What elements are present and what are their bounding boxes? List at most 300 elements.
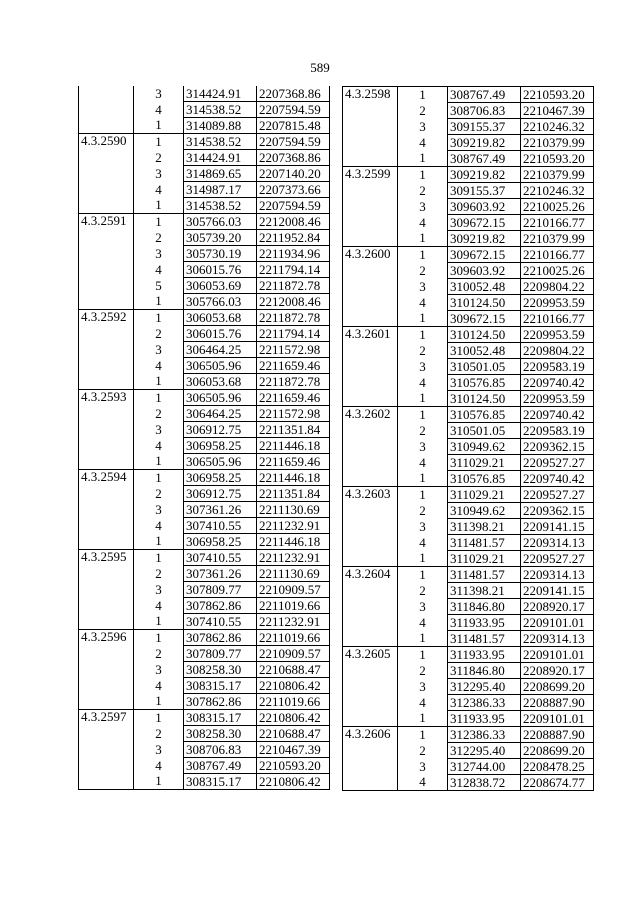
table-row	[343, 711, 594, 727]
point-number-cell: 1	[398, 327, 448, 343]
point-number-cell: 1	[398, 551, 448, 567]
y-coordinate-cell: 2209527.27	[521, 487, 594, 503]
y-coordinate-cell: 2211659.46	[257, 358, 330, 374]
x-coordinate-cell: 307410.55	[184, 550, 257, 566]
section-number-cell	[79, 150, 134, 166]
point-number-cell: 4	[134, 262, 184, 278]
x-coordinate-cell: 310052.48	[448, 279, 521, 295]
point-number-cell: 1	[398, 167, 448, 183]
table-row	[79, 134, 330, 150]
x-coordinate-cell: 307410.55	[184, 518, 257, 534]
table-row	[343, 343, 594, 359]
x-coordinate-cell: 311933.95	[448, 647, 521, 663]
y-coordinate-cell: 2211872.78	[257, 374, 330, 390]
section-number-cell	[79, 406, 134, 422]
section-number-cell: 4.3.2594	[79, 470, 134, 486]
section-number-cell	[79, 662, 134, 678]
section-number-cell	[79, 438, 134, 454]
table-row	[79, 118, 330, 134]
y-coordinate-cell: 2209101.01	[521, 615, 594, 631]
y-coordinate-cell: 2211446.18	[257, 470, 330, 486]
point-number-cell: 1	[398, 631, 448, 647]
point-number-cell: 4	[134, 102, 184, 118]
x-coordinate-cell: 306464.25	[184, 342, 257, 358]
section-number-cell	[343, 119, 398, 135]
x-coordinate-cell: 306053.69	[184, 278, 257, 294]
table-row	[79, 774, 330, 790]
x-coordinate-cell: 311029.21	[448, 487, 521, 503]
table-row	[343, 135, 594, 151]
x-coordinate-cell: 308315.17	[184, 678, 257, 694]
point-number-cell: 1	[134, 118, 184, 134]
point-number-cell: 2	[398, 103, 448, 119]
x-coordinate-cell: 314424.91	[184, 86, 257, 102]
section-number-cell: 4.3.2597	[79, 710, 134, 726]
point-number-cell: 3	[398, 439, 448, 455]
x-coordinate-cell: 306505.96	[184, 390, 257, 406]
y-coordinate-cell: 2211232.91	[257, 550, 330, 566]
section-number-cell: 4.3.2606	[343, 727, 398, 743]
table-row	[79, 710, 330, 726]
table-row	[79, 166, 330, 182]
y-coordinate-cell: 2209804.22	[521, 279, 594, 295]
section-number-cell: 4.3.2599	[343, 167, 398, 183]
table-row	[343, 535, 594, 551]
y-coordinate-cell: 2211019.66	[257, 598, 330, 614]
section-number-cell	[79, 582, 134, 598]
y-coordinate-cell: 2210688.47	[257, 726, 330, 742]
point-number-cell: 1	[398, 647, 448, 663]
point-number-cell: 2	[134, 150, 184, 166]
table-row	[343, 359, 594, 375]
y-coordinate-cell: 2210467.39	[521, 103, 594, 119]
table-row	[79, 342, 330, 358]
x-coordinate-cell: 310124.50	[448, 295, 521, 311]
y-coordinate-cell: 2211934.96	[257, 246, 330, 262]
y-coordinate-cell: 2211794.14	[257, 326, 330, 342]
x-coordinate-cell: 310124.50	[448, 327, 521, 343]
table-row	[79, 646, 330, 662]
section-number-cell	[343, 663, 398, 679]
x-coordinate-cell: 305739.20	[184, 230, 257, 246]
point-number-cell: 3	[398, 759, 448, 775]
section-number-cell: 4.3.2593	[79, 390, 134, 406]
table-row	[79, 86, 330, 102]
section-number-cell	[79, 774, 134, 790]
x-coordinate-cell: 312838.72	[448, 775, 521, 791]
section-number-cell	[79, 598, 134, 614]
point-number-cell: 1	[134, 134, 184, 150]
y-coordinate-cell: 2210379.99	[521, 135, 594, 151]
point-number-cell: 4	[398, 215, 448, 231]
point-number-cell: 1	[134, 454, 184, 470]
y-coordinate-cell: 2211872.78	[257, 310, 330, 326]
point-number-cell: 3	[134, 742, 184, 758]
point-number-cell: 1	[134, 534, 184, 550]
x-coordinate-cell: 307361.26	[184, 502, 257, 518]
y-coordinate-cell: 2211351.84	[257, 486, 330, 502]
table-row	[343, 407, 594, 423]
point-number-cell: 1	[398, 311, 448, 327]
table-row	[79, 726, 330, 742]
left-coordinate-table	[78, 86, 330, 790]
y-coordinate-cell: 2208920.17	[521, 663, 594, 679]
table-row	[79, 598, 330, 614]
section-number-cell: 4.3.2601	[343, 327, 398, 343]
section-number-cell	[79, 326, 134, 342]
y-coordinate-cell: 2208699.20	[521, 679, 594, 695]
x-coordinate-cell: 309219.82	[448, 231, 521, 247]
section-number-cell	[343, 135, 398, 151]
x-coordinate-cell: 309155.37	[448, 183, 521, 199]
point-number-cell: 1	[398, 151, 448, 167]
section-number-cell	[343, 311, 398, 327]
point-number-cell: 1	[398, 711, 448, 727]
section-number-cell: 4.3.2591	[79, 214, 134, 230]
section-number-cell	[79, 454, 134, 470]
point-number-cell: 4	[134, 182, 184, 198]
point-number-cell: 5	[134, 278, 184, 294]
x-coordinate-cell: 311029.21	[448, 551, 521, 567]
point-number-cell: 1	[134, 294, 184, 310]
point-number-cell: 1	[134, 694, 184, 710]
section-number-cell	[79, 646, 134, 662]
section-number-cell	[343, 631, 398, 647]
x-coordinate-cell: 306912.75	[184, 422, 257, 438]
point-number-cell: 1	[398, 727, 448, 743]
table-row	[79, 422, 330, 438]
point-number-cell: 1	[398, 471, 448, 487]
section-number-cell	[343, 503, 398, 519]
section-number-cell	[79, 342, 134, 358]
section-number-cell	[79, 358, 134, 374]
table-row	[79, 630, 330, 646]
y-coordinate-cell: 2209953.59	[521, 295, 594, 311]
y-coordinate-cell: 2210806.42	[257, 710, 330, 726]
section-number-cell	[343, 199, 398, 215]
section-number-cell	[343, 151, 398, 167]
point-number-cell: 3	[134, 422, 184, 438]
table-row	[343, 295, 594, 311]
y-coordinate-cell: 2209314.13	[521, 535, 594, 551]
table-row	[343, 375, 594, 391]
x-coordinate-cell: 306015.76	[184, 326, 257, 342]
table-row	[343, 439, 594, 455]
x-coordinate-cell: 311846.80	[448, 663, 521, 679]
point-number-cell: 1	[134, 614, 184, 630]
table-row	[79, 694, 330, 710]
x-coordinate-cell: 307410.55	[184, 614, 257, 630]
y-coordinate-cell: 2207373.66	[257, 182, 330, 198]
table-row	[79, 470, 330, 486]
section-number-cell	[79, 118, 134, 134]
x-coordinate-cell: 312386.33	[448, 695, 521, 711]
y-coordinate-cell: 2210806.42	[257, 678, 330, 694]
section-number-cell	[79, 278, 134, 294]
table-row	[79, 358, 330, 374]
y-coordinate-cell: 2210909.57	[257, 646, 330, 662]
section-number-cell	[343, 423, 398, 439]
point-number-cell: 3	[398, 199, 448, 215]
section-number-cell	[79, 534, 134, 550]
point-number-cell: 1	[134, 214, 184, 230]
x-coordinate-cell: 306958.25	[184, 470, 257, 486]
table-row	[343, 391, 594, 407]
section-number-cell: 4.3.2603	[343, 487, 398, 503]
x-coordinate-cell: 309219.82	[448, 167, 521, 183]
table-row	[79, 246, 330, 262]
x-coordinate-cell: 311029.21	[448, 455, 521, 471]
point-number-cell: 4	[398, 295, 448, 311]
point-number-cell: 4	[398, 135, 448, 151]
section-number-cell	[343, 295, 398, 311]
x-coordinate-cell: 307862.86	[184, 694, 257, 710]
y-coordinate-cell: 2210025.26	[521, 199, 594, 215]
table-row	[343, 759, 594, 775]
table-row	[343, 647, 594, 663]
point-number-cell: 3	[398, 119, 448, 135]
point-number-cell: 3	[398, 679, 448, 695]
y-coordinate-cell: 2210246.32	[521, 183, 594, 199]
section-number-cell: 4.3.2592	[79, 310, 134, 326]
point-number-cell: 3	[134, 342, 184, 358]
point-number-cell: 2	[134, 726, 184, 742]
y-coordinate-cell: 2208478.25	[521, 759, 594, 775]
point-number-cell: 4	[134, 438, 184, 454]
x-coordinate-cell: 314538.52	[184, 198, 257, 214]
x-coordinate-cell: 305766.03	[184, 214, 257, 230]
point-number-cell: 2	[398, 343, 448, 359]
x-coordinate-cell: 309672.15	[448, 311, 521, 327]
table-row	[343, 487, 594, 503]
point-number-cell: 3	[398, 599, 448, 615]
x-coordinate-cell: 308767.49	[448, 87, 521, 103]
table-row	[343, 519, 594, 535]
section-number-cell	[79, 246, 134, 262]
y-coordinate-cell: 2211232.91	[257, 518, 330, 534]
section-number-cell	[343, 215, 398, 231]
point-number-cell: 1	[398, 247, 448, 263]
section-number-cell	[343, 519, 398, 535]
table-row	[79, 374, 330, 390]
table-row	[343, 327, 594, 343]
table-row	[79, 406, 330, 422]
table-row	[343, 215, 594, 231]
table-row	[343, 119, 594, 135]
y-coordinate-cell: 2209101.01	[521, 711, 594, 727]
y-coordinate-cell: 2209740.42	[521, 471, 594, 487]
section-number-cell	[343, 391, 398, 407]
point-number-cell: 2	[398, 423, 448, 439]
table-row	[343, 631, 594, 647]
table-row	[79, 390, 330, 406]
point-number-cell: 2	[398, 503, 448, 519]
point-number-cell: 4	[134, 358, 184, 374]
table-row	[343, 311, 594, 327]
point-number-cell: 3	[134, 86, 184, 102]
point-number-cell: 1	[398, 87, 448, 103]
y-coordinate-cell: 2211019.66	[257, 630, 330, 646]
section-number-cell	[343, 263, 398, 279]
y-coordinate-cell: 2211572.98	[257, 342, 330, 358]
y-coordinate-cell: 2210246.32	[521, 119, 594, 135]
x-coordinate-cell: 312744.00	[448, 759, 521, 775]
x-coordinate-cell: 306464.25	[184, 406, 257, 422]
y-coordinate-cell: 2207368.86	[257, 86, 330, 102]
x-coordinate-cell: 308767.49	[184, 758, 257, 774]
table-row	[79, 486, 330, 502]
point-number-cell: 3	[134, 662, 184, 678]
y-coordinate-cell: 2209314.13	[521, 567, 594, 583]
section-number-cell: 4.3.2605	[343, 647, 398, 663]
point-number-cell: 2	[398, 183, 448, 199]
point-number-cell: 3	[398, 279, 448, 295]
y-coordinate-cell: 2210909.57	[257, 582, 330, 598]
section-number-cell	[79, 374, 134, 390]
point-number-cell: 1	[398, 231, 448, 247]
section-number-cell	[343, 103, 398, 119]
section-number-cell	[343, 183, 398, 199]
table-row	[79, 518, 330, 534]
section-number-cell	[343, 759, 398, 775]
point-number-cell: 1	[134, 774, 184, 790]
point-number-cell: 4	[398, 535, 448, 551]
point-number-cell: 4	[398, 375, 448, 391]
section-number-cell	[343, 343, 398, 359]
section-number-cell	[343, 375, 398, 391]
point-number-cell: 1	[134, 710, 184, 726]
point-number-cell: 3	[134, 582, 184, 598]
point-number-cell: 1	[398, 487, 448, 503]
x-coordinate-cell: 314987.17	[184, 182, 257, 198]
point-number-cell: 4	[134, 678, 184, 694]
point-number-cell: 1	[134, 630, 184, 646]
table-row	[79, 150, 330, 166]
y-coordinate-cell: 2211952.84	[257, 230, 330, 246]
x-coordinate-cell: 309603.92	[448, 263, 521, 279]
y-coordinate-cell: 2211659.46	[257, 390, 330, 406]
y-coordinate-cell: 2210379.99	[521, 231, 594, 247]
point-number-cell: 3	[398, 359, 448, 375]
table-row	[79, 182, 330, 198]
x-coordinate-cell: 312386.33	[448, 727, 521, 743]
x-coordinate-cell: 310576.85	[448, 471, 521, 487]
section-number-cell	[343, 583, 398, 599]
x-coordinate-cell: 311933.95	[448, 711, 521, 727]
section-number-cell	[79, 230, 134, 246]
x-coordinate-cell: 308706.83	[184, 742, 257, 758]
x-coordinate-cell: 309672.15	[448, 247, 521, 263]
section-number-cell: 4.3.2590	[79, 134, 134, 150]
x-coordinate-cell: 306053.68	[184, 374, 257, 390]
x-coordinate-cell: 310052.48	[448, 343, 521, 359]
y-coordinate-cell: 2209804.22	[521, 343, 594, 359]
y-coordinate-cell: 2211446.18	[257, 534, 330, 550]
x-coordinate-cell: 308258.30	[184, 726, 257, 742]
y-coordinate-cell: 2211351.84	[257, 422, 330, 438]
table-row	[343, 167, 594, 183]
table-row	[79, 678, 330, 694]
table-row	[343, 455, 594, 471]
point-number-cell: 1	[134, 198, 184, 214]
y-coordinate-cell: 2211572.98	[257, 406, 330, 422]
point-number-cell: 1	[398, 391, 448, 407]
table-row	[343, 231, 594, 247]
x-coordinate-cell: 306912.75	[184, 486, 257, 502]
section-number-cell	[79, 726, 134, 742]
point-number-cell: 2	[398, 263, 448, 279]
y-coordinate-cell: 2209362.15	[521, 503, 594, 519]
y-coordinate-cell: 2209953.59	[521, 391, 594, 407]
y-coordinate-cell: 2207594.59	[257, 198, 330, 214]
y-coordinate-cell: 2209583.19	[521, 423, 594, 439]
section-number-cell	[343, 359, 398, 375]
y-coordinate-cell: 2211130.69	[257, 566, 330, 582]
x-coordinate-cell: 306505.96	[184, 454, 257, 470]
table-row	[79, 198, 330, 214]
y-coordinate-cell: 2210688.47	[257, 662, 330, 678]
x-coordinate-cell: 306505.96	[184, 358, 257, 374]
section-number-cell	[79, 694, 134, 710]
y-coordinate-cell: 2208887.90	[521, 695, 594, 711]
table-row	[79, 534, 330, 550]
section-number-cell	[79, 502, 134, 518]
x-coordinate-cell: 310576.85	[448, 407, 521, 423]
point-number-cell: 2	[134, 646, 184, 662]
y-coordinate-cell: 2211232.91	[257, 614, 330, 630]
section-number-cell	[343, 615, 398, 631]
point-number-cell: 1	[134, 470, 184, 486]
y-coordinate-cell: 2211794.14	[257, 262, 330, 278]
y-coordinate-cell: 2207140.20	[257, 166, 330, 182]
table-row	[343, 551, 594, 567]
table-row	[79, 758, 330, 774]
y-coordinate-cell: 2210166.77	[521, 215, 594, 231]
x-coordinate-cell: 309672.15	[448, 215, 521, 231]
x-coordinate-cell: 310949.62	[448, 503, 521, 519]
x-coordinate-cell: 308315.17	[184, 774, 257, 790]
right-coordinate-table	[342, 86, 594, 791]
x-coordinate-cell: 310576.85	[448, 375, 521, 391]
table-row	[343, 599, 594, 615]
x-coordinate-cell: 311398.21	[448, 583, 521, 599]
table-row	[79, 502, 330, 518]
section-number-cell	[79, 518, 134, 534]
point-number-cell: 3	[398, 519, 448, 535]
table-row	[79, 262, 330, 278]
section-number-cell	[343, 551, 398, 567]
table-row	[79, 550, 330, 566]
table-row	[79, 662, 330, 678]
section-number-cell	[79, 758, 134, 774]
x-coordinate-cell: 311933.95	[448, 615, 521, 631]
y-coordinate-cell: 2209141.15	[521, 519, 594, 535]
x-coordinate-cell: 312295.40	[448, 679, 521, 695]
table-row	[343, 263, 594, 279]
x-coordinate-cell: 308767.49	[448, 151, 521, 167]
section-number-cell	[343, 455, 398, 471]
point-number-cell: 4	[134, 518, 184, 534]
section-number-cell	[79, 566, 134, 582]
point-number-cell: 1	[134, 550, 184, 566]
table-row	[343, 663, 594, 679]
x-coordinate-cell: 314538.52	[184, 102, 257, 118]
x-coordinate-cell: 314869.65	[184, 166, 257, 182]
y-coordinate-cell: 2209101.01	[521, 647, 594, 663]
y-coordinate-cell: 2209141.15	[521, 583, 594, 599]
y-coordinate-cell: 2209527.27	[521, 455, 594, 471]
y-coordinate-cell: 2211872.78	[257, 278, 330, 294]
